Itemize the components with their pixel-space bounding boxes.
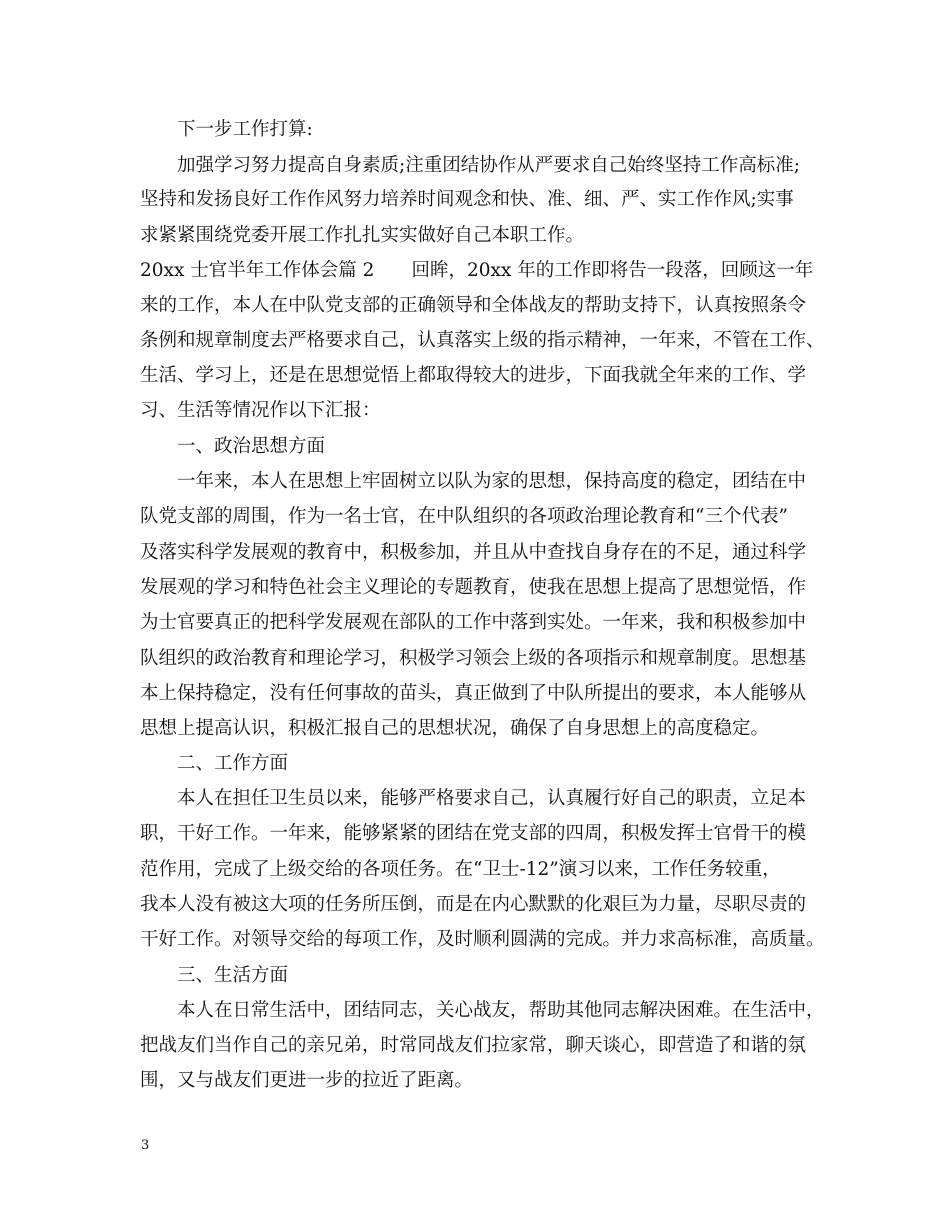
section-heading: 三、生活方面 <box>177 965 289 986</box>
paragraph-line: 来的工作，本人在中队党支部的正确领导和全体战友的帮助支持下，认真按照条令 <box>140 295 807 316</box>
paragraph-line: 习、生活等情况作以下汇报： <box>140 400 381 421</box>
paragraph-line: 生活、学习上，还是在思想觉悟上都取得较大的进步，下面我就全年来的工作、学 <box>140 365 807 386</box>
page-number: 3 <box>141 1138 150 1153</box>
paragraph-line: 及落实科学发展观的教育中，积极参加，并且从中查找自身存在的不足，通过科学 <box>140 542 807 563</box>
paragraph-line: 求紧紧围绕党委开展工作扎扎实实做好自己本职工作。 <box>140 225 585 246</box>
paragraph-line: 条例和规章制度去严格要求自己，认真落实上级的指示精神，一年来，不管在工作、 <box>140 330 825 351</box>
paragraph-line: 职，干好工作。一年来，能够紧紧的团结在党支部的四周，积极发挥士官骨干的模 <box>140 823 807 844</box>
paragraph-line: 本人在担任卫生员以来，能够严格要求自己，认真履行好自己的职责，立足本 <box>177 788 807 809</box>
paragraph-line: 为士官要真正的把科学发展观在部队的工作中落到实处。一年来，我和积极参加中 <box>140 612 807 633</box>
section-heading: 一、政治思想方面 <box>177 436 326 457</box>
paragraph-line: 一年来，本人在思想上牢固树立以队为家的思想，保持高度的稳定，团结在中 <box>177 471 807 492</box>
paragraph-line: 队党支部的周围，作为一名士官，在中队组织的各项政治理论教育和“三个代表” <box>140 506 788 527</box>
paragraph-line: 范作用，完成了上级交给的各项任务。在“卫士-12”演习以来，工作任务较重， <box>140 859 781 880</box>
paragraph-line: 本人在日常生活中，团结同志，关心战友，帮助其他同志解决困难。在生活中， <box>177 1000 825 1021</box>
paragraph-line: 加强学习努力提高自身素质;注重团结协作从严要求自己始终坚持工作高标准; <box>177 155 800 176</box>
paragraph-line: 发展观的学习和特色社会主义理论的专题教育，使我在思想上提高了思想觉悟，作 <box>140 577 807 598</box>
paragraph-line: 围，又与战友们更进一步的拉近了距离。 <box>140 1070 474 1091</box>
paragraph-line: 队组织的政治教育和理论学习，积极学习领会上级的各项指示和规章制度。思想基 <box>140 648 807 669</box>
paragraph-line: 把战友们当作自己的亲兄弟，时常同战友们拉家常，聊天谈心，即营造了和谐的氛 <box>140 1035 807 1056</box>
paragraph-line: 我本人没有被这大项的任务所压倒，而是在内心默默的化艰巨为力量，尽职尽责的 <box>140 894 807 915</box>
paragraph-line: 20xx 士官半年工作体会篇 2 回眸，20xx 年的工作即将告一段落，回顾这一年 <box>140 260 814 281</box>
paragraph-line: 坚持和发扬良好工作作风努力培养时间观念和快、准、细、严、实工作作风;实事 <box>140 189 794 210</box>
paragraph-line: 本上保持稳定，没有任何事故的苗头，真正做到了中队所提出的要求，本人能够从 <box>140 683 807 704</box>
section-heading: 下一步工作打算: <box>177 119 313 140</box>
paragraph-line: 干好工作。对领导交给的每项工作，及时顺利圆满的完成。并力求高标准，高质量。 <box>140 929 825 950</box>
section-heading: 二、工作方面 <box>177 753 289 774</box>
paragraph-line: 思想上提高认识，积极汇报自己的思想状况，确保了自身思想上的高度稳定。 <box>140 718 770 739</box>
